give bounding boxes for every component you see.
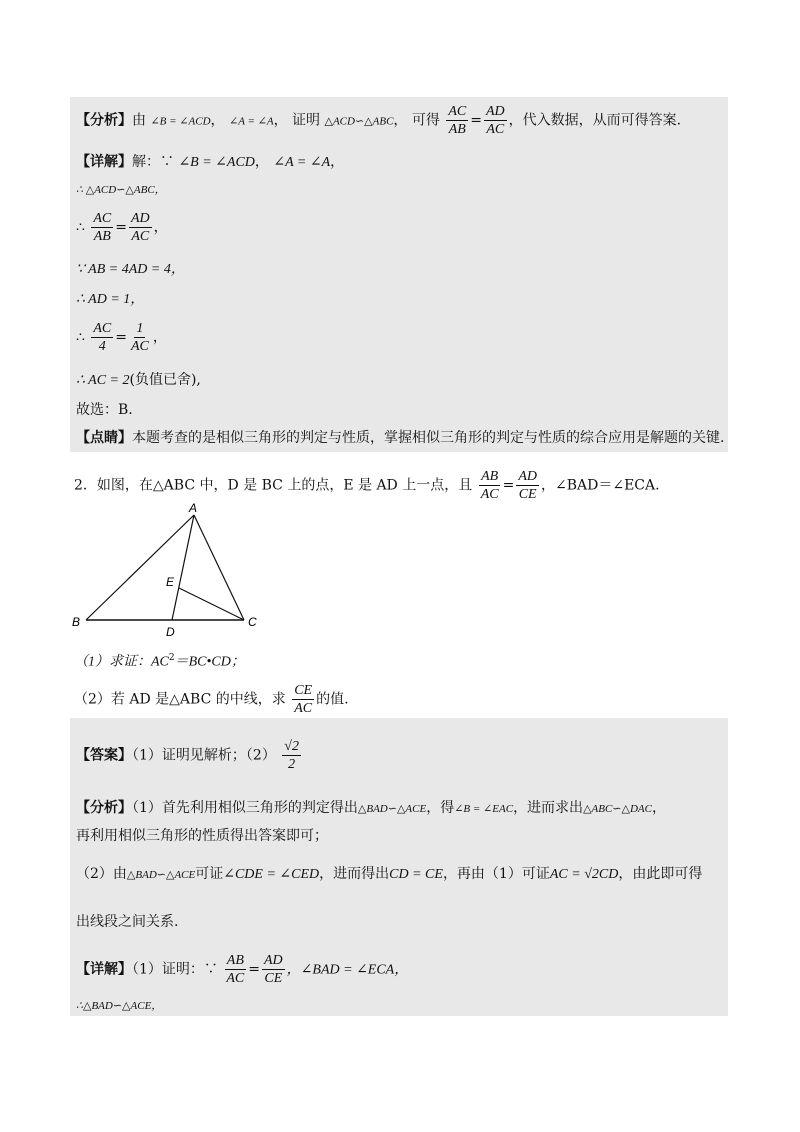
analysis-line: 【分析】由 ∠B = ∠ACD， ∠A = ∠A， 证明 △ACD∽△ABC， 可得 $\frac{AC}{AB}$ = $\frac{AD}{AC}$ ，代入数据，从而可得答案.: [76, 104, 682, 137]
detail-eq2: ∠A = ∠A: [273, 155, 331, 170]
label-e: E: [166, 575, 175, 589]
analysis-tail: ，代入数据，从而可得答案.: [508, 112, 682, 129]
label-a: A: [189, 501, 198, 515]
analysis2-text-d: ，: [651, 800, 666, 816]
analysis3-text-e: ，由此即可得: [618, 866, 703, 882]
stem-fraction-left: $\frac{AB}{AC}$: [480, 469, 499, 502]
step-ac-note: (负值已舍),: [129, 372, 201, 388]
analysis3-eq: ∠CDE = ∠CED: [223, 867, 320, 882]
answer-line: [76, 738, 303, 773]
triangle-figure: [70, 500, 270, 640]
answer-text: （1）证明见解析；（2）: [132, 747, 276, 764]
analysis3-text-d: ，再由（1）可证: [442, 866, 550, 882]
analysis3-text-a: （2）由: [76, 866, 127, 882]
detail-tag: 【详解】: [76, 154, 132, 170]
part1-tail: ＝BC•CD；: [174, 654, 245, 670]
analysis3-sim: △BAD∽△ACE: [126, 869, 196, 881]
segment-ad: [172, 515, 194, 620]
side-ab: [86, 515, 194, 620]
detail2-fraction-left: $\frac{AB}{AC}$: [226, 953, 245, 986]
part2-text-b: 的值.: [316, 691, 349, 708]
analysis3-text-c: ，进而得出: [319, 866, 390, 882]
analysis2-sim2: △ABC∽△DAC: [583, 803, 652, 815]
step-given: ∵ AB = 4AD = 4，: [76, 262, 185, 277]
point-line: [76, 428, 724, 448]
analysis2-text-b: ，得: [426, 800, 455, 816]
label-d: D: [166, 625, 175, 639]
analysis2-text-a: （1）首先利用相似三角形的判定得出: [132, 800, 358, 816]
analysis2-line-4: 出线段之间关系.: [76, 914, 179, 930]
side-ac: [194, 515, 244, 620]
detail-eq1: ∠B = ∠ACD: [178, 155, 255, 170]
analysis2-sim: △BAD∽△ACE: [357, 803, 427, 815]
analysis3-text-b: 可证: [195, 866, 224, 882]
analysis-tag: 【分析】: [76, 112, 132, 129]
analysis-fraction-left: $\frac{AC}{AB}$: [448, 104, 467, 137]
step-substitution: ∴ $\frac{AC}{4}$ = $\frac{1}{AC}$ ，: [76, 321, 167, 354]
analysis2-line-1: [76, 798, 666, 819]
analysis-prove: 证明: [292, 112, 321, 129]
detail2-text-b: ，∠BAD = ∠ECA，: [286, 962, 409, 978]
analysis2-line-2: 再利用相似三角形的性质得出答案即可；: [76, 828, 328, 844]
analysis3-eq2: CD = CE: [389, 867, 443, 882]
stem-text-a: 2．如图，在△ABC 中，D 是 BC 上的点，E 是 AD 上一点，且: [74, 477, 473, 494]
part1-text: （1）求证：AC: [74, 654, 169, 670]
detail-line: 【详解】解：∵ ∠B = ∠ACD， ∠A = ∠A，: [76, 154, 345, 170]
question-2-stem: 2．如图，在△ABC 中，D 是 BC 上的点，E 是 AD 上一点，且 $\frac{AB}{AC}$ = $\frac{AD}{CE}$ ，∠BAD＝∠ECA.: [74, 469, 660, 502]
analysis-sim: △ACD∽△ABC: [324, 115, 394, 128]
detail2-line-1: 【详解】（1）证明：∵ $\frac{AB}{AC}$ = $\frac{AD}{CE}$ ，∠BAD = ∠ECA，: [76, 953, 409, 986]
step2-fraction-right: $\frac{1}{AC}$: [130, 321, 149, 354]
step-similar: ∴ △ACD∽△ABC，: [76, 184, 166, 196]
step-result: [76, 370, 201, 391]
analysis2-tag: 【分析】: [76, 800, 132, 816]
analysis2-eq: ∠B = ∠EAC: [454, 803, 514, 815]
question-2-part-1: [74, 648, 245, 673]
analysis3-eq3: AC = √2CD: [549, 867, 619, 882]
step-ad: ∴ AD = 1，: [76, 292, 145, 307]
answer-fraction: $\frac{√2}{2}$: [284, 739, 299, 772]
step2-fraction-left: $\frac{AC}{4}$: [93, 321, 112, 354]
answer-tag: 【答案】: [76, 747, 132, 764]
point-text: 本题考查的是相似三角形的判定与性质，掌握相似三角形的判定与性质的综合应用是解题的关键.: [132, 430, 725, 446]
analysis-by: 由: [132, 112, 146, 129]
detail2-fraction-right: $\frac{AD}{CE}$: [264, 953, 283, 986]
detail2-tag: 【详解】: [76, 961, 132, 978]
step-ac: ∴ AC = 2: [76, 373, 130, 388]
detail-intro: 解：∵: [132, 154, 174, 170]
stem-fraction-right: $\frac{AD}{CE}$: [518, 469, 537, 502]
part1-superscript: 2: [168, 653, 175, 663]
stem-text-b: ，∠BAD＝∠ECA.: [540, 477, 660, 494]
part2-fraction: $\frac{CE}{AC}$: [294, 683, 313, 716]
analysis-eq1: ∠B = ∠ACD: [150, 115, 211, 128]
step-fraction-right: $\frac{AD}{AC}$: [130, 211, 150, 244]
analysis2-line-3: [76, 864, 702, 885]
detail2-text-a: （1）证明：∵: [132, 961, 218, 978]
step-fraction-left: $\frac{AC}{AB}$: [93, 211, 112, 244]
analysis-fraction-right: $\frac{AD}{AC}$: [485, 104, 505, 137]
question-2-part-2: [74, 682, 349, 717]
label-c: C: [248, 615, 257, 629]
detail2-line-2: ∴△BAD∽△ACE，: [76, 1000, 163, 1012]
analysis-get: 可得: [411, 112, 440, 129]
point-tag: 【点睛】: [76, 430, 132, 446]
label-b: B: [72, 615, 81, 629]
step-ratio: ∴ $\frac{AC}{AB}$ = $\frac{AD}{AC}$ ，: [76, 211, 168, 244]
segment-ec: [179, 588, 244, 620]
part2-text-a: （2）若 AD 是△ABC 的中线，求: [74, 691, 286, 708]
analysis-eq2: ∠A = ∠A: [228, 115, 274, 128]
analysis2-text-c: ，进而求出: [513, 800, 584, 816]
choice-line: 故选：B.: [76, 402, 133, 418]
